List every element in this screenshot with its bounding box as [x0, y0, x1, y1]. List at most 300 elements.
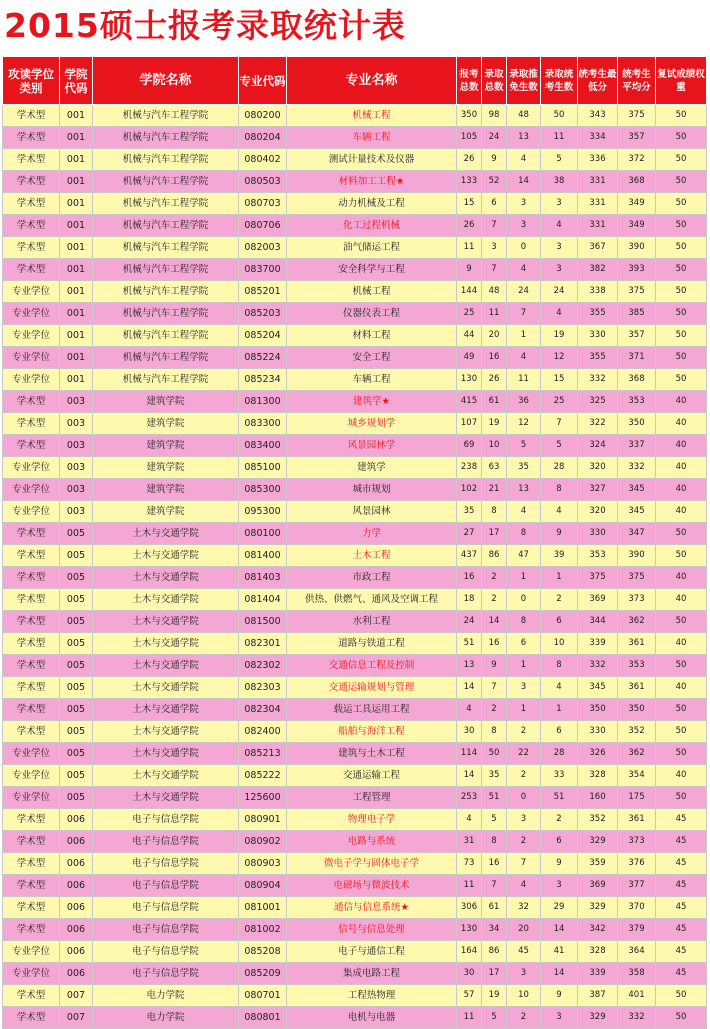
cell-admitted-exam: 15	[541, 369, 578, 391]
cell-degree-type: 学术型	[3, 193, 60, 215]
cell-admitted-exam: 28	[541, 743, 578, 765]
cell-avg-score: 350	[618, 413, 656, 435]
cell-admitted-exam: 8	[541, 655, 578, 677]
cell-major-name: 化工过程机械	[287, 215, 457, 237]
table-row	[3, 633, 707, 655]
cell-major-code: 080402	[239, 149, 287, 171]
cell-avg-score: 375	[618, 567, 656, 589]
cell-min-score: 343	[578, 105, 618, 127]
cell-avg-score: 345	[618, 479, 656, 501]
cell-school-name: 建筑学院	[93, 391, 239, 413]
table-row	[3, 391, 707, 413]
cell-retest-weight: 50	[656, 127, 707, 149]
cell-avg-score: 332	[618, 457, 656, 479]
cell-school-code: 001	[60, 127, 93, 149]
cell-min-score: 339	[578, 963, 618, 985]
cell-school-name: 土木与交通学院	[93, 787, 239, 809]
cell-school-name: 机械与汽车工程学院	[93, 281, 239, 303]
cell-degree-type: 专业学位	[3, 941, 60, 963]
cell-degree-type: 学术型	[3, 699, 60, 721]
table-row	[3, 259, 707, 281]
cell-min-score: 355	[578, 347, 618, 369]
cell-applicants: 164	[457, 941, 482, 963]
cell-school-name: 机械与汽车工程学院	[93, 127, 239, 149]
cell-retest-weight: 50	[656, 193, 707, 215]
cell-admitted-exam: 8	[541, 479, 578, 501]
cell-school-code: 001	[60, 325, 93, 347]
cell-min-score: 322	[578, 413, 618, 435]
cell-major-code: 085213	[239, 743, 287, 765]
cell-admitted-recommended: 1	[507, 325, 541, 347]
cell-applicants: 16	[457, 567, 482, 589]
cell-major-code: 083400	[239, 435, 287, 457]
cell-major-name: 微电子学与固体电子学	[287, 853, 457, 875]
cell-min-score: 350	[578, 699, 618, 721]
cell-admitted-exam: 25	[541, 391, 578, 413]
cell-admitted: 51	[482, 787, 507, 809]
header-degree-type: 攻读学位类别	[3, 57, 60, 105]
cell-admitted-recommended: 11	[507, 369, 541, 391]
cell-school-name: 建筑学院	[93, 457, 239, 479]
cell-admitted-recommended: 48	[507, 105, 541, 127]
cell-admitted: 86	[482, 545, 507, 567]
cell-applicants: 25	[457, 303, 482, 325]
cell-admitted-exam: 50	[541, 105, 578, 127]
cell-retest-weight: 45	[656, 963, 707, 985]
cell-major-name: 油气储运工程	[287, 237, 457, 259]
cell-major-code: 080901	[239, 809, 287, 831]
cell-min-score: 331	[578, 193, 618, 215]
cell-avg-score: 175	[618, 787, 656, 809]
cell-school-code: 003	[60, 479, 93, 501]
cell-major-name: 建筑与土木工程	[287, 743, 457, 765]
cell-retest-weight: 40	[656, 567, 707, 589]
cell-min-score: 329	[578, 897, 618, 919]
cell-degree-type: 学术型	[3, 831, 60, 853]
cell-admitted-recommended: 3	[507, 215, 541, 237]
cell-admitted-exam: 5	[541, 435, 578, 457]
cell-min-score: 325	[578, 391, 618, 413]
cell-admitted: 19	[482, 413, 507, 435]
cell-school-name: 机械与汽车工程学院	[93, 237, 239, 259]
cell-major-code: 085203	[239, 303, 287, 325]
cell-major-name: 力学	[287, 523, 457, 545]
cell-major-code: 080902	[239, 831, 287, 853]
cell-admitted-exam: 9	[541, 985, 578, 1007]
cell-major-name: 集成电路工程	[287, 963, 457, 985]
cell-min-score: 334	[578, 127, 618, 149]
cell-applicants: 14	[457, 677, 482, 699]
cell-applicants: 350	[457, 105, 482, 127]
cell-school-code: 001	[60, 215, 93, 237]
cell-admitted-exam: 51	[541, 787, 578, 809]
cell-retest-weight: 45	[656, 831, 707, 853]
cell-school-code: 001	[60, 237, 93, 259]
cell-admitted: 2	[482, 699, 507, 721]
cell-applicants: 238	[457, 457, 482, 479]
cell-major-name: 物理电子学	[287, 809, 457, 831]
table-row	[3, 347, 707, 369]
cell-school-code: 001	[60, 303, 93, 325]
cell-major-code: 082303	[239, 677, 287, 699]
cell-major-code: 080100	[239, 523, 287, 545]
cell-avg-score: 364	[618, 941, 656, 963]
cell-admitted-exam: 14	[541, 919, 578, 941]
cell-applicants: 49	[457, 347, 482, 369]
cell-degree-type: 学术型	[3, 105, 60, 127]
cell-school-name: 机械与汽车工程学院	[93, 369, 239, 391]
cell-retest-weight: 50	[656, 149, 707, 171]
cell-major-name: 建筑学	[287, 457, 457, 479]
cell-admitted-exam: 39	[541, 545, 578, 567]
table-row	[3, 281, 707, 303]
cell-admitted-exam: 6	[541, 831, 578, 853]
cell-applicants: 31	[457, 831, 482, 853]
table-row	[3, 787, 707, 809]
cell-major-code: 082003	[239, 237, 287, 259]
cell-major-code: 085222	[239, 765, 287, 787]
cell-admitted-recommended: 4	[507, 259, 541, 281]
cell-retest-weight: 50	[656, 743, 707, 765]
cell-applicants: 30	[457, 963, 482, 985]
cell-major-code: 082400	[239, 721, 287, 743]
cell-admitted: 34	[482, 919, 507, 941]
cell-applicants: 11	[457, 237, 482, 259]
cell-school-code: 003	[60, 457, 93, 479]
cell-major-code: 080503	[239, 171, 287, 193]
cell-applicants: 14	[457, 765, 482, 787]
table-row	[3, 721, 707, 743]
cell-admitted-exam: 41	[541, 941, 578, 963]
cell-school-name: 电子与信息学院	[93, 809, 239, 831]
cell-school-name: 土木与交通学院	[93, 545, 239, 567]
cell-major-name: 供热、供燃气、通风及空调工程	[287, 589, 457, 611]
cell-school-name: 电力学院	[93, 985, 239, 1007]
cell-avg-score: 361	[618, 633, 656, 655]
cell-school-code: 001	[60, 281, 93, 303]
cell-retest-weight: 50	[656, 1007, 707, 1029]
cell-school-code: 001	[60, 171, 93, 193]
cell-degree-type: 学术型	[3, 919, 60, 941]
cell-admitted-exam: 5	[541, 149, 578, 171]
cell-min-score: 336	[578, 149, 618, 171]
cell-min-score: 331	[578, 215, 618, 237]
cell-retest-weight: 50	[656, 237, 707, 259]
cell-major-code: 080703	[239, 193, 287, 215]
cell-school-name: 土木与交通学院	[93, 655, 239, 677]
cell-min-score: 329	[578, 1007, 618, 1029]
cell-major-code: 081300	[239, 391, 287, 413]
cell-admitted-recommended: 36	[507, 391, 541, 413]
cell-admitted-exam: 38	[541, 171, 578, 193]
cell-min-score: 332	[578, 655, 618, 677]
cell-school-code: 006	[60, 963, 93, 985]
cell-major-name: 材料工程	[287, 325, 457, 347]
cell-avg-score: 353	[618, 655, 656, 677]
cell-school-name: 建筑学院	[93, 435, 239, 457]
cell-admitted: 98	[482, 105, 507, 127]
cell-admitted: 24	[482, 127, 507, 149]
cell-min-score: 331	[578, 171, 618, 193]
cell-avg-score: 390	[618, 237, 656, 259]
cell-admitted-recommended: 2	[507, 831, 541, 853]
cell-school-name: 土木与交通学院	[93, 633, 239, 655]
cell-min-score: 369	[578, 589, 618, 611]
cell-admitted-recommended: 14	[507, 171, 541, 193]
cell-degree-type: 学术型	[3, 655, 60, 677]
cell-school-code: 003	[60, 501, 93, 523]
cell-admitted: 8	[482, 831, 507, 853]
cell-admitted-recommended: 8	[507, 611, 541, 633]
cell-min-score: 338	[578, 281, 618, 303]
cell-admitted-recommended: 2	[507, 721, 541, 743]
cell-major-code: 083300	[239, 413, 287, 435]
cell-degree-type: 学术型	[3, 809, 60, 831]
cell-admitted-recommended: 3	[507, 963, 541, 985]
cell-min-score: 328	[578, 941, 618, 963]
table-row	[3, 985, 707, 1007]
cell-admitted: 14	[482, 611, 507, 633]
cell-major-name: 交通运输规划与管理	[287, 677, 457, 699]
table-row	[3, 435, 707, 457]
cell-degree-type: 学术型	[3, 875, 60, 897]
cell-applicants: 133	[457, 171, 482, 193]
cell-school-name: 建筑学院	[93, 413, 239, 435]
cell-school-name: 土木与交通学院	[93, 765, 239, 787]
cell-admitted: 8	[482, 721, 507, 743]
cell-retest-weight: 45	[656, 897, 707, 919]
admission-stats-table	[2, 56, 707, 1029]
cell-applicants: 253	[457, 787, 482, 809]
cell-min-score: 375	[578, 567, 618, 589]
cell-min-score: 367	[578, 237, 618, 259]
cell-school-name: 机械与汽车工程学院	[93, 193, 239, 215]
cell-school-name: 土木与交通学院	[93, 721, 239, 743]
header-admitted: 录取总数	[482, 57, 507, 105]
cell-admitted-exam: 4	[541, 215, 578, 237]
cell-avg-score: 349	[618, 215, 656, 237]
cell-applicants: 102	[457, 479, 482, 501]
cell-major-name: 交通运输工程	[287, 765, 457, 787]
cell-avg-score: 373	[618, 589, 656, 611]
cell-major-code: 080801	[239, 1007, 287, 1029]
cell-admitted: 26	[482, 369, 507, 391]
table-row	[3, 941, 707, 963]
cell-degree-type: 学术型	[3, 611, 60, 633]
cell-major-code: 085204	[239, 325, 287, 347]
cell-major-name: 风景园林学	[287, 435, 457, 457]
cell-admitted-recommended: 0	[507, 787, 541, 809]
cell-admitted: 7	[482, 259, 507, 281]
cell-school-name: 土木与交通学院	[93, 567, 239, 589]
table-row	[3, 919, 707, 941]
cell-avg-score: 358	[618, 963, 656, 985]
cell-min-score: 382	[578, 259, 618, 281]
cell-retest-weight: 40	[656, 457, 707, 479]
cell-avg-score: 390	[618, 545, 656, 567]
cell-major-name: 道路与铁道工程	[287, 633, 457, 655]
cell-applicants: 30	[457, 721, 482, 743]
cell-applicants: 35	[457, 501, 482, 523]
cell-applicants: 73	[457, 853, 482, 875]
cell-degree-type: 学术型	[3, 721, 60, 743]
cell-admitted-exam: 6	[541, 611, 578, 633]
cell-major-code: 081500	[239, 611, 287, 633]
cell-admitted: 16	[482, 633, 507, 655]
cell-admitted-exam: 1	[541, 699, 578, 721]
cell-major-code: 085201	[239, 281, 287, 303]
cell-school-name: 机械与汽车工程学院	[93, 303, 239, 325]
cell-degree-type: 学术型	[3, 435, 60, 457]
cell-major-name: 车辆工程	[287, 127, 457, 149]
cell-major-name: 交通信息工程及控制	[287, 655, 457, 677]
cell-applicants: 11	[457, 1007, 482, 1029]
cell-degree-type: 专业学位	[3, 303, 60, 325]
cell-admitted: 9	[482, 655, 507, 677]
cell-school-code: 001	[60, 105, 93, 127]
cell-degree-type: 专业学位	[3, 347, 60, 369]
cell-admitted: 5	[482, 809, 507, 831]
cell-admitted-exam: 12	[541, 347, 578, 369]
cell-school-code: 001	[60, 347, 93, 369]
cell-applicants: 69	[457, 435, 482, 457]
cell-degree-type: 学术型	[3, 677, 60, 699]
table-row	[3, 611, 707, 633]
header-applicants: 报考总数	[457, 57, 482, 105]
cell-applicants: 415	[457, 391, 482, 413]
cell-applicants: 44	[457, 325, 482, 347]
cell-degree-type: 学术型	[3, 985, 60, 1007]
cell-school-code: 006	[60, 831, 93, 853]
cell-retest-weight: 40	[656, 391, 707, 413]
cell-retest-weight: 40	[656, 589, 707, 611]
cell-admitted: 2	[482, 589, 507, 611]
cell-admitted-exam: 3	[541, 875, 578, 897]
cell-admitted-exam: 28	[541, 457, 578, 479]
cell-major-name: 市政工程	[287, 567, 457, 589]
cell-major-code: 082302	[239, 655, 287, 677]
cell-admitted-recommended: 8	[507, 523, 541, 545]
cell-school-name: 土木与交通学院	[93, 523, 239, 545]
header-major-name: 专业名称	[287, 57, 457, 105]
header-school-code: 学院代码	[60, 57, 93, 105]
cell-min-score: 330	[578, 523, 618, 545]
cell-degree-type: 学术型	[3, 567, 60, 589]
cell-school-name: 机械与汽车工程学院	[93, 171, 239, 193]
cell-min-score: 359	[578, 853, 618, 875]
cell-school-name: 电子与信息学院	[93, 831, 239, 853]
cell-admitted-exam: 7	[541, 413, 578, 435]
cell-avg-score: 401	[618, 985, 656, 1007]
cell-major-name: 工程热物理	[287, 985, 457, 1007]
cell-school-code: 005	[60, 633, 93, 655]
cell-min-score: 387	[578, 985, 618, 1007]
cell-major-code: 085234	[239, 369, 287, 391]
cell-min-score: 332	[578, 369, 618, 391]
cell-school-code: 005	[60, 567, 93, 589]
cell-admitted: 11	[482, 303, 507, 325]
cell-applicants: 26	[457, 149, 482, 171]
cell-school-name: 电子与信息学院	[93, 963, 239, 985]
cell-major-name: 机械工程	[287, 105, 457, 127]
cell-school-code: 006	[60, 897, 93, 919]
cell-admitted: 61	[482, 897, 507, 919]
cell-avg-score: 370	[618, 897, 656, 919]
table-row	[3, 193, 707, 215]
cell-degree-type: 学术型	[3, 127, 60, 149]
cell-major-code: 085208	[239, 941, 287, 963]
cell-applicants: 57	[457, 985, 482, 1007]
cell-school-code: 005	[60, 655, 93, 677]
cell-retest-weight: 50	[656, 655, 707, 677]
table-row	[3, 479, 707, 501]
cell-avg-score: 354	[618, 765, 656, 787]
cell-min-score: 326	[578, 743, 618, 765]
table-row	[3, 171, 707, 193]
table-row	[3, 963, 707, 985]
header-school-name: 学院名称	[93, 57, 239, 105]
cell-avg-score: 371	[618, 347, 656, 369]
cell-major-name: 安全科学与工程	[287, 259, 457, 281]
cell-admitted: 5	[482, 1007, 507, 1029]
cell-applicants: 107	[457, 413, 482, 435]
cell-major-code: 083700	[239, 259, 287, 281]
cell-admitted: 6	[482, 193, 507, 215]
table-row	[3, 765, 707, 787]
cell-degree-type: 学术型	[3, 413, 60, 435]
page-title: 2015硕士报考录取统计表	[4, 6, 406, 45]
cell-retest-weight: 45	[656, 809, 707, 831]
cell-admitted-recommended: 7	[507, 303, 541, 325]
cell-admitted: 63	[482, 457, 507, 479]
cell-avg-score: 357	[618, 325, 656, 347]
cell-admitted: 35	[482, 765, 507, 787]
cell-degree-type: 学术型	[3, 171, 60, 193]
cell-admitted-exam: 19	[541, 325, 578, 347]
cell-major-code: 080204	[239, 127, 287, 149]
cell-major-code: 081001	[239, 897, 287, 919]
cell-school-code: 007	[60, 985, 93, 1007]
cell-admitted-recommended: 47	[507, 545, 541, 567]
cell-retest-weight: 50	[656, 259, 707, 281]
cell-retest-weight: 45	[656, 941, 707, 963]
cell-degree-type: 专业学位	[3, 479, 60, 501]
cell-school-code: 006	[60, 853, 93, 875]
cell-degree-type: 学术型	[3, 391, 60, 413]
cell-degree-type: 专业学位	[3, 281, 60, 303]
cell-school-code: 005	[60, 721, 93, 743]
cell-major-name: 城市规划	[287, 479, 457, 501]
cell-applicants: 51	[457, 633, 482, 655]
cell-avg-score: 375	[618, 105, 656, 127]
cell-school-name: 电力学院	[93, 1007, 239, 1029]
cell-retest-weight: 50	[656, 281, 707, 303]
cell-major-name: 电机与电器	[287, 1007, 457, 1029]
cell-school-code: 001	[60, 369, 93, 391]
cell-min-score: 339	[578, 633, 618, 655]
cell-school-code: 005	[60, 611, 93, 633]
cell-applicants: 15	[457, 193, 482, 215]
cell-major-code: 081400	[239, 545, 287, 567]
cell-admitted-recommended: 22	[507, 743, 541, 765]
cell-avg-score: 362	[618, 743, 656, 765]
cell-min-score: 328	[578, 765, 618, 787]
cell-applicants: 13	[457, 655, 482, 677]
cell-degree-type: 学术型	[3, 215, 60, 237]
cell-admitted: 52	[482, 171, 507, 193]
cell-retest-weight: 40	[656, 633, 707, 655]
cell-applicants: 24	[457, 611, 482, 633]
